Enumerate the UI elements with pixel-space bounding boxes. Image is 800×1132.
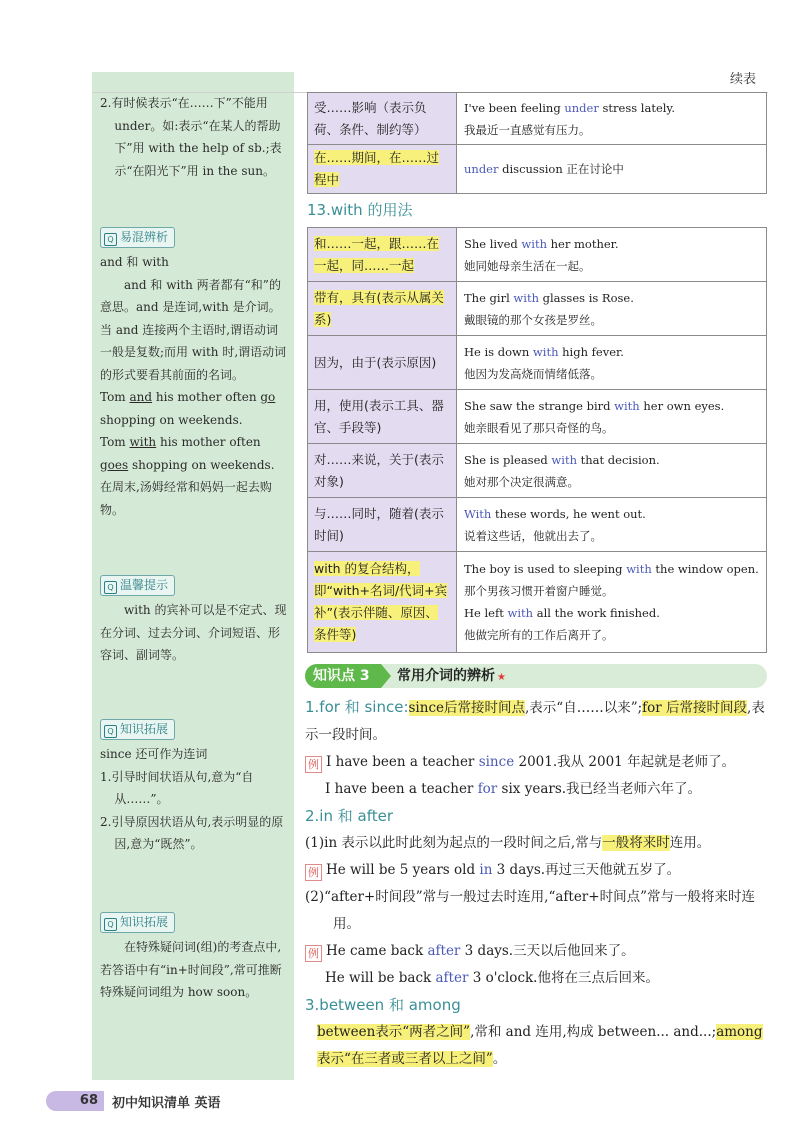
- star-icon: ★: [497, 672, 506, 683]
- table-row: [308, 390, 767, 444]
- box-title: and 和 with: [100, 255, 169, 269]
- row-label: 受……影响（表示负荷、条件、制约等）: [308, 93, 457, 145]
- point-in: (1)in 表示以此时此刻为起点的一段时间之后,常与一般将来时连用。: [305, 835, 711, 851]
- row-label: 与……同时，随着(表示时间): [308, 498, 457, 552]
- example-icon: 例: [305, 864, 322, 881]
- row-label: 和……一起，跟……在一起，同……一起: [308, 228, 457, 282]
- knowledge-point-banner: [305, 664, 767, 688]
- row-label: 用，使用(表示工具、器官、手段等): [308, 390, 457, 444]
- knowledge-point-title: 常用介词的辨析 ★: [397, 668, 506, 684]
- table-row: [308, 228, 767, 282]
- table-under-continued: [307, 92, 767, 194]
- sidebar-note-under: [100, 92, 288, 182]
- point-after: (2)“after+时间段”常与一般过去时连用,“after+时间点”常与一般将来时连用。: [305, 889, 755, 932]
- tag-label: 知识拓展: [120, 915, 169, 929]
- example-since: 例 I have been a teacher since 2001.我从 2001 年起就是老师了。: [305, 749, 770, 776]
- row-example: He is down with high fever. 他因为发高烧而情绪低落。: [457, 336, 767, 390]
- row-label: 对……来说，关于(表示对象): [308, 444, 457, 498]
- box-line-2: 2.引导原因状语从句,表示明显的原因,意为“既然”。: [100, 814, 284, 851]
- table-row: [308, 336, 767, 390]
- box-line-1: 1.引导时间状语从句,意为“自从……”。: [100, 769, 254, 806]
- box-example-zh: 在周末,汤姆经常和妈妈一起去购物。: [100, 480, 272, 517]
- tag-tip: [100, 575, 175, 596]
- table-row: [308, 145, 767, 194]
- row-example: With these words, he went out. 说着这些话，他就出去了。: [457, 498, 767, 552]
- table-row: [308, 552, 767, 653]
- table-row: [308, 444, 767, 498]
- table-row: [308, 498, 767, 552]
- example-icon: 例: [305, 945, 322, 962]
- example-in: 例 He will be 5 years old in 3 days.再过三天他就五岁了。: [305, 857, 770, 884]
- tag-icon: Q: [104, 581, 117, 594]
- page-number: 68: [46, 1091, 104, 1111]
- box-example-1: Tom and his mother often go shopping on weekends.: [100, 390, 276, 427]
- sidebar-box-confusion: [100, 226, 288, 521]
- table-with-usage: [307, 227, 767, 653]
- row-label: 因为，由于(表示原因): [308, 336, 457, 390]
- tag-extend: [100, 719, 175, 740]
- box-text: and 和 with 两者都有“和”的意思。and 是连词,with 是介词。当 and 连接两个主语时,谓语动词一般是复数;而用 with 时,谓语动词的形式要看其前面的名词。: [100, 277, 287, 382]
- sidebar-box-extend-1: [100, 718, 288, 856]
- row-example: She lived with her mother. 她同她母亲生活在一起。: [457, 228, 767, 282]
- tag-confusion: [100, 227, 175, 248]
- row-label: 带有，具有(表示从属关系): [308, 282, 457, 336]
- tag-label: 易混辨析: [120, 230, 169, 244]
- row-example: The boy is used to sleeping with the window open. 那个男孩习惯开着窗户睡觉。 He left with all the work finished. 他做完所有的工作后离开了。: [457, 552, 767, 653]
- row-label: 在……期间，在……过程中: [308, 145, 457, 194]
- row-example: under discussion 正在讨论中: [457, 145, 767, 194]
- example-after-2: He will be back after 3 o'clock.他将在三点后回来。: [325, 970, 659, 986]
- example-after-1: 例 He came back after 3 days.三天以后他回来了。: [305, 938, 770, 965]
- sidebar-box-extend-2: [100, 911, 288, 1004]
- example-icon: 例: [305, 756, 322, 773]
- tag-icon: Q: [104, 233, 117, 246]
- heading-in-after: 2.in 和 after: [305, 807, 394, 825]
- heading-between-among: 3.between 和 among: [305, 996, 461, 1014]
- knowledge-point-badge: 知识点 3: [305, 664, 381, 688]
- sidebar-box-tip: [100, 574, 288, 667]
- row-label: with 的复合结构，即“with+名词/代词+宾补”(表示伴随、原因、条件等): [308, 552, 457, 653]
- main-content: [305, 694, 770, 1073]
- box-title: since 还可作为连词: [100, 747, 208, 761]
- tag-icon: Q: [104, 725, 117, 738]
- box-example-2: Tom with his mother often goes shopping on weekends.: [100, 435, 275, 472]
- point-for-since: 1.for 和 since:since后常接时间点,表示“自……以来”;for 后常接时间段,表示一段时间。: [305, 698, 765, 743]
- table-row: [308, 282, 767, 336]
- point-between-among: between表示“两者之间”,常和 and 连用,构成 between... and...;among 表示“在三者或三者以上之间”。: [317, 1024, 763, 1067]
- row-example: She is pleased with that decision. 她对那个决定很满意。: [457, 444, 767, 498]
- tag-extend: [100, 912, 175, 933]
- box-text: 在特殊疑问词(组)的考查点中,若答语中有“in+时间段”,常可推断特殊疑问词组为 how soon。: [100, 940, 282, 999]
- example-for: I have been a teacher for six years.我已经当老师六年了。: [325, 781, 702, 797]
- sidebar-note-text: 2.有时候表示“在……下”不能用 under。如:表示“在某人的帮助下”用 with the help of sb.;表示“在阳光下”用 in the sun。: [100, 96, 282, 178]
- row-example: The girl with glasses is Rose. 戴眼镜的那个女孩是罗丝。: [457, 282, 767, 336]
- box-text: with 的宾补可以是不定式、现在分词、过去分词、介词短语、形容词、副词等。: [100, 603, 287, 662]
- tag-icon: Q: [104, 918, 117, 931]
- table-row: [308, 93, 767, 145]
- row-example: She saw the strange bird with her own eyes. 她亲眼看见了那只奇怪的鸟。: [457, 390, 767, 444]
- row-example: I've been feeling under stress lately. 我最近一直感觉有压力。: [457, 93, 767, 145]
- tag-label: 温馨提示: [120, 578, 169, 592]
- continued-label: 续表: [730, 72, 757, 87]
- section-title-with: 13.with 的用法: [307, 201, 413, 219]
- tag-label: 知识拓展: [120, 722, 169, 736]
- footer-title: 初中知识清单 英语: [112, 1096, 221, 1111]
